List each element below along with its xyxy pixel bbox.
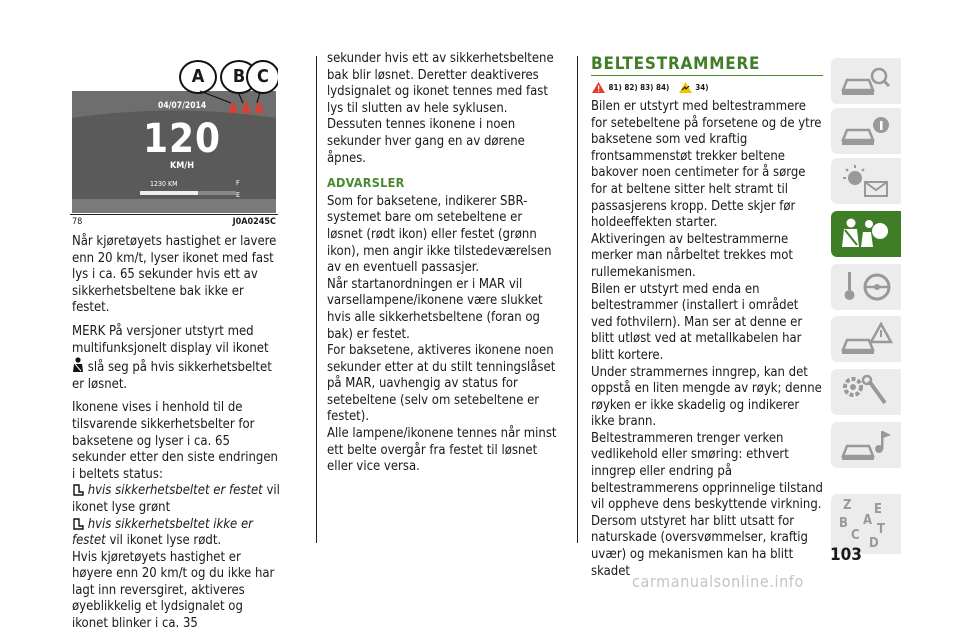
paragraph: Som for baksetene, indikerer SBR-systemet bare om setebeltene er løsnet (rødt ikon) eller festet (grønn ikon), men angir ikke tilstedeværelsen av en eventuell passasjer. <box>327 193 552 276</box>
car-music-icon <box>839 426 895 464</box>
warning-car-icon <box>839 320 895 358</box>
paragraph: Bilen er utstyrt med enda en beltestrammer (installert i området ved fothvilern). Man ser at denne er blitt utløst ved at metallkabelen har blitt kortere. <box>591 281 803 363</box>
index-letter: C <box>851 528 860 543</box>
callout-b: B <box>220 60 258 94</box>
paragraph: Dessuten tennes ikonene i noen sekunder hver gang en av dørene åpnes. <box>327 117 525 166</box>
tab-multimedia[interactable] <box>831 422 901 468</box>
index-letter: E <box>874 502 882 517</box>
fuel-gauge-bar <box>140 190 236 196</box>
section-heading <box>591 54 823 78</box>
tab-starting-driving[interactable] <box>831 264 901 310</box>
item-text: vil ikonet lyse grønt <box>72 483 280 515</box>
rear-seatbelt-icons <box>228 102 270 114</box>
list-item <box>72 483 282 516</box>
callout-c: C <box>246 60 278 94</box>
item-text: vil ikonet lyse rødt. <box>109 533 222 549</box>
display-fuel-f: F <box>236 179 240 187</box>
callout-a: A <box>179 60 217 94</box>
caution-triangle-icon <box>678 81 693 94</box>
tab-emergency[interactable] <box>831 316 901 362</box>
warnings-heading: ADVARSLER <box>327 175 405 191</box>
tab-lights-messages[interactable] <box>831 158 901 204</box>
paragraph: Dersom utstyret har blitt utsatt for naturskade (oversvømmelser, kraftig uvær) og mekanismen kan ha blitt skadet <box>591 513 808 579</box>
seatbelt-airbag-icon <box>839 215 895 253</box>
tab-getting-to-know-car[interactable] <box>831 58 901 104</box>
paragraph: Ikonene vises i henhold til de tilsvarende sikkerhetsbelter for baksetene og lyser i ca. 65 sekunder etter den siste endringen i beltets status: <box>72 400 278 482</box>
tab-instrument-panel[interactable] <box>831 108 901 154</box>
column-2 <box>327 51 559 476</box>
paragraph: For baksetene, aktiveres ikonene noen sekunder etter at du stilt tenningslåset på MAR, uavhengig av status for setebeltene (selv om setebeltene er festet). <box>327 343 556 425</box>
paragraph: Når startanordningen er i MAR vil varsellampene/ikonene være slukket hvis alle sikkerhetsbeltene (foran og bak) er festet. <box>327 276 543 342</box>
gear-tools-icon <box>839 373 895 411</box>
key-wheel-icon <box>839 268 895 306</box>
warning-refs: 81) 82) 83) 84) <box>608 83 670 92</box>
tab-safety[interactable] <box>831 211 901 257</box>
note-text-b: slå seg på hvis sikkerhetsbeltet er løsnet. <box>72 360 272 392</box>
index-letter: T <box>877 522 885 537</box>
display-speed-unit: KM/H <box>169 161 195 171</box>
column-divider <box>577 56 578 543</box>
paragraph: sekunder hvis ett av sikkerhetsbeltene bak blir løsnet. Deretter deaktiveres lydsignalet og ikonet tennes med fast lys til slutten av hele syklusen. <box>327 51 554 116</box>
warning-triangle-icon <box>591 81 606 94</box>
seat-icon <box>72 484 84 496</box>
index-letter: D <box>869 536 879 551</box>
figure-number: 78 <box>72 217 83 227</box>
note-text-a: MERK På versjoner utstyrt med multifunksjonelt display vil ikonet <box>72 323 269 356</box>
paragraph: Bilen er utstyrt med beltestrammere for setebeltene på forsetene og de ytre baksetene som ved kraftig frontsammenstøt trekker beltene bakover noen centimeter for å sørge for at beltene sitter helt stramt til passasjerens kropp. Dette skjer før holdeeffekten starter. <box>591 99 822 231</box>
section-title: BELTESTRAMMERE <box>591 54 761 74</box>
seatbelt-icon <box>72 357 84 373</box>
lights-envelope-icon <box>839 162 895 200</box>
car-info-icon <box>839 112 895 150</box>
paragraph: Under strammernes inngrep, kan det oppstå en liten mengde av røyk; denne røyken er ikke skadelig og indikerer ikke brann. <box>591 364 822 430</box>
paragraph: Alle lampene/ikonene tennes når minst ett belte overgår fra festet til løsnet eller vice versa. <box>327 426 557 475</box>
column-3 <box>591 99 823 580</box>
figure-code: J0A0245C <box>232 217 276 227</box>
warning-references <box>591 81 709 95</box>
caution-refs: 34) <box>695 83 709 92</box>
tab-service-maintenance[interactable] <box>831 369 901 415</box>
instrument-display-figure <box>70 58 278 213</box>
item-emphasis: hvis sikkerhetsbeltet er festet <box>87 483 263 499</box>
index-letter: A <box>863 513 873 528</box>
column-divider <box>316 56 317 543</box>
car-search-icon <box>839 62 895 100</box>
paragraph: Beltestrammeren trenger verken vedlikehold eller smøring: ethvert inngrep eller endring på beltestrammerens opprinnelige tilstand vil oppheve dens beskyttende virkning. <box>591 430 823 513</box>
display-fuel-e: E <box>236 191 240 199</box>
list-item <box>72 517 282 550</box>
paragraph: Aktiveringen av beltestrammerne merker man nårbeltet trekkes mot rullemekanismen. <box>591 231 793 280</box>
paragraph: Hvis kjøretøyets hastighet er høyere enn 20 km/t og du ikke har lagt inn reversgiret, aktiveres øyeblikkelig et lydsignalet og ikonet blinker i ca. 35 <box>72 549 275 632</box>
index-letter: Z <box>843 498 852 513</box>
paragraph-note <box>72 324 282 393</box>
paragraph: Når kjøretøyets hastighet er lavere enn 20 km/t, lyser ikonet med fast lys i ca. 65 sekunder hvis ett av sikkerhetsbeltene bak ikke er festet. <box>72 234 277 316</box>
watermark: carmanualsonline.info <box>632 572 804 591</box>
seat-icon <box>72 518 84 530</box>
display-speed: 120 <box>142 116 222 162</box>
page-number: 103 <box>830 545 862 565</box>
display-odometer: 1230 KM <box>150 180 178 188</box>
heading-rule <box>591 75 823 76</box>
index-letter: B <box>839 516 848 531</box>
display-date: 04/07/2014 <box>158 101 207 111</box>
figure-caption <box>70 214 278 229</box>
item-emphasis: hvis sikkerhetsbeltet ikke er festet <box>72 516 253 549</box>
column-1 <box>72 234 282 633</box>
